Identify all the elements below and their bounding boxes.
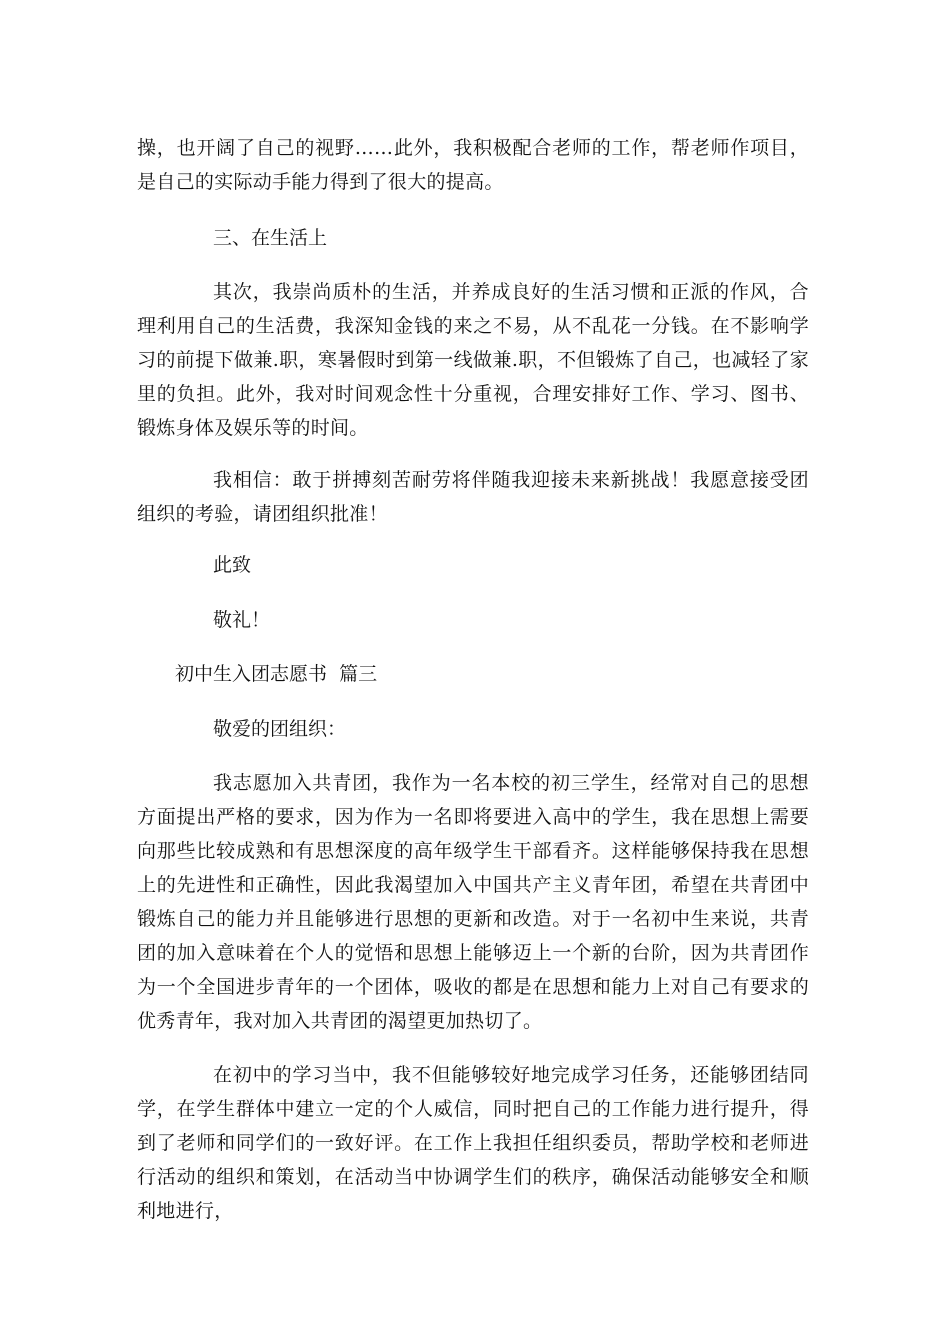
section-title: 初中生入团志愿书 篇三 — [175, 663, 378, 685]
paragraph-continued: 操，也开阔了自己的视野……此外，我积极配合老师的工作，帮老师作项目，是自己的实际动手能力得到了很大的提高。 — [137, 137, 809, 193]
paragraph-life: 其次，我崇尚质朴的生活，并养成良好的生活习惯和正派的作风，合理利用自己的生活费，我深知金钱的来之不易，从不乱花一分钱。在不影响学习的前提下做兼.职，寒暑假时到第一线做兼.职，不但锻炼了自己，也减轻了家里的负担。此外，我对时间观念性十分重视，合理安排好工作、学习、图书、锻炼身体及娱乐等的时间。 — [137, 281, 809, 439]
salutation: 敬爱的团组织： — [213, 718, 347, 740]
paragraph-study: 在初中的学习当中，我不但能够较好地完成学习任务，还能够团结同学，在学生群体中建立一定的个人威信，同时把自己的工作能力进行提升，得到了老师和同学们的一致好评。在工作上我担任组织委员，帮助学校和老师进行活动的组织和策划，在活动当中协调学生们的秩序，确保活动能够安全和顺利地进行， — [137, 1064, 809, 1222]
closing-line-1: 此致 — [213, 554, 252, 576]
paragraph-believe: 我相信：敢于拼搏刻苦耐劳将伴随我迎接未来新挑战！我愿意接受团组织的考验，请团组织批准！ — [137, 469, 809, 525]
closing-line-2: 敬礼！ — [213, 609, 271, 631]
section-heading-life: 三、在生活上 — [213, 227, 328, 249]
paragraph-wish: 我志愿加入共青团，我作为一名本校的初三学生，经常对自己的思想方面提出严格的要求，因为作为一名即将要进入高中的学生，我在思想上需要向那些比较成熟和有思想深度的高年级学生干部看齐。这样能够保持我在思想上的先进性和正确性，因此我渴望加入中国共产主义青年团，希望在共青团中锻炼自己的能力并且能够进行思想的更新和改造。对于一名初中生来说，共青团的加入意味着在个人的觉悟和思想上能够迈上一个新的台阶，因为共青团作为一个全国进步青年的一个团体，吸收的都是在思想和能力上对自己有要求的优秀青年，我对加入共青团的渴望更加热切了。 — [137, 772, 809, 1032]
